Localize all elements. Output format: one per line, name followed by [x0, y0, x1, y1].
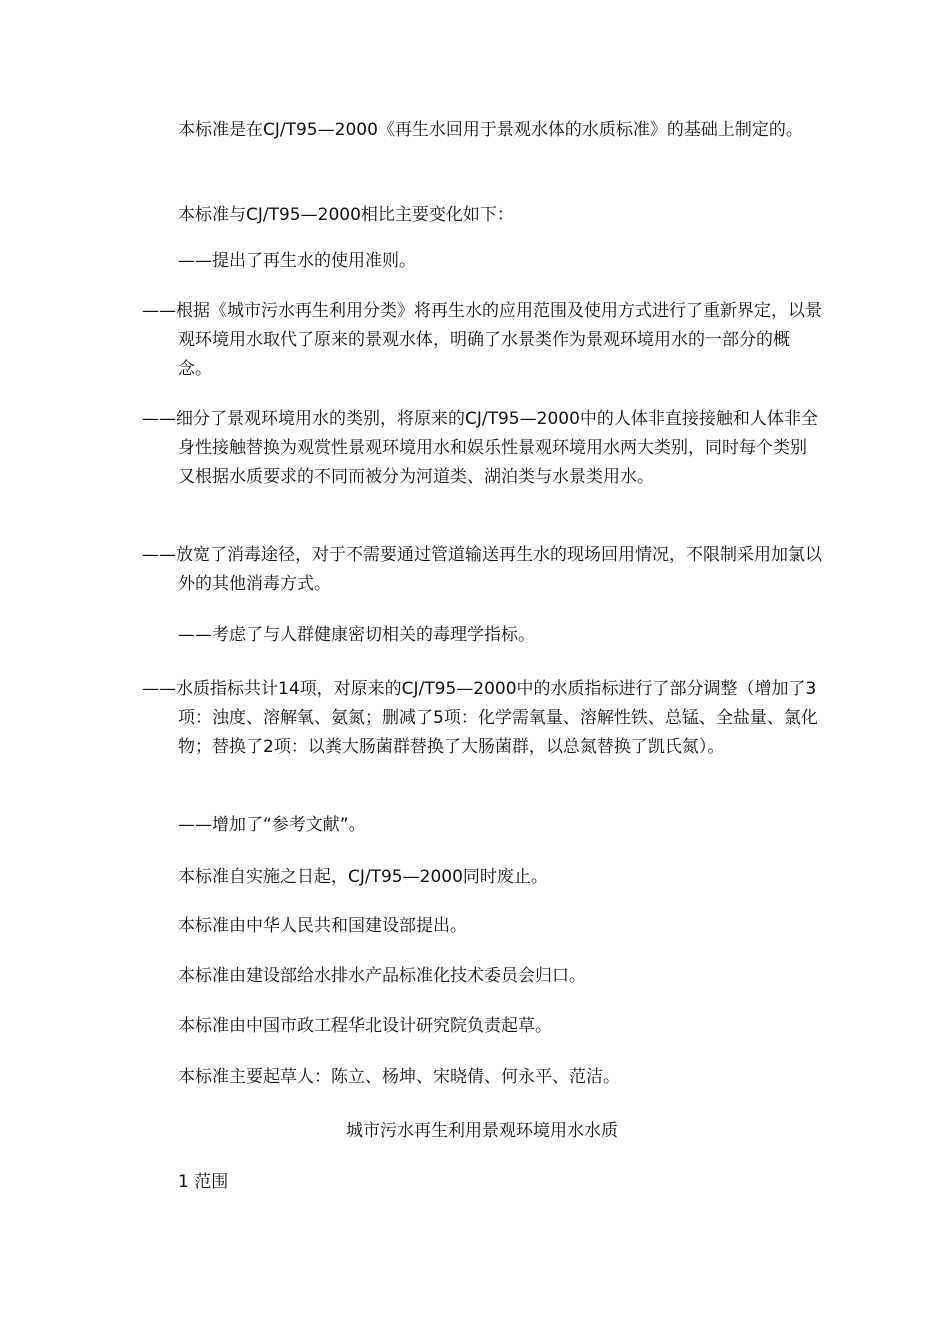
change-item-toxicology: ——考虑了与人群健康密切相关的毒理学指标。: [178, 625, 535, 645]
paragraph-proposed-by: 本标准由中华人民共和国建设部提出。: [178, 916, 467, 936]
change-item-scope: ——根据《城市污水再生利用分类》将再生水的应用范围及使用方式进行了重新界定，以景观环境用水取代了原来的景观水体，明确了水景类作为景观环境用水的一部分的概念。: [142, 301, 822, 379]
paragraph-changes-intro: 本标准与CJ/T95—2000相比主要变化如下：: [178, 205, 514, 225]
change-item-indicators: ——水质指标共计14项，对原来的CJ/T95—2000中的水质指标进行了部分调整（增加了3项：浊度、溶解氧、氨氮；删减了5项：化学需氧量、溶解性铁、总锰、全盐量、氯化物；替换了2项：以粪大肠菌群替换了大肠菌群，以总氮替换了凯氏氮）。: [142, 679, 818, 757]
document-title: 城市污水再生利用景观环境用水水质: [346, 1121, 618, 1141]
paragraph-drafted-by: 本标准由中国市政工程华北设计研究院负责起草。: [178, 1016, 552, 1036]
paragraph-centralized-by: 本标准由建设部给水排水产品标准化技术委员会归口。: [178, 966, 586, 986]
section-heading-scope: 1 范围: [178, 1172, 229, 1192]
paragraph-basis: 本标准是在CJ/T95—2000《再生水回用于景观水体的水质标准》的基础上制定的。: [178, 120, 803, 140]
paragraph-drafters: 本标准主要起草人：陈立、杨坤、宋晓倩、何永平、范洁。: [178, 1067, 620, 1087]
change-item-categories: ——细分了景观环境用水的类别，将原来的CJ/T95—2000中的人体非直接接触和人体非全身性接触替换为观赏性景观环境用水和娱乐性景观环境用水两大类别，同时每个类别又根据水质要求的不同而被分为河道类、湖泊类与水景类用水。: [142, 409, 818, 487]
change-item-references: ——增加了“参考文献”。: [178, 815, 366, 835]
change-item-disinfection: ——放宽了消毒途径，对于不需要通过管道输送再生水的现场回用情况，不限制采用加氯以外的其他消毒方式。: [142, 545, 822, 594]
paragraph-supersedes: 本标准自实施之日起，CJ/T95—2000同时废止。: [178, 867, 548, 887]
change-item-principles: ——提出了再生水的使用准则。: [178, 251, 416, 271]
